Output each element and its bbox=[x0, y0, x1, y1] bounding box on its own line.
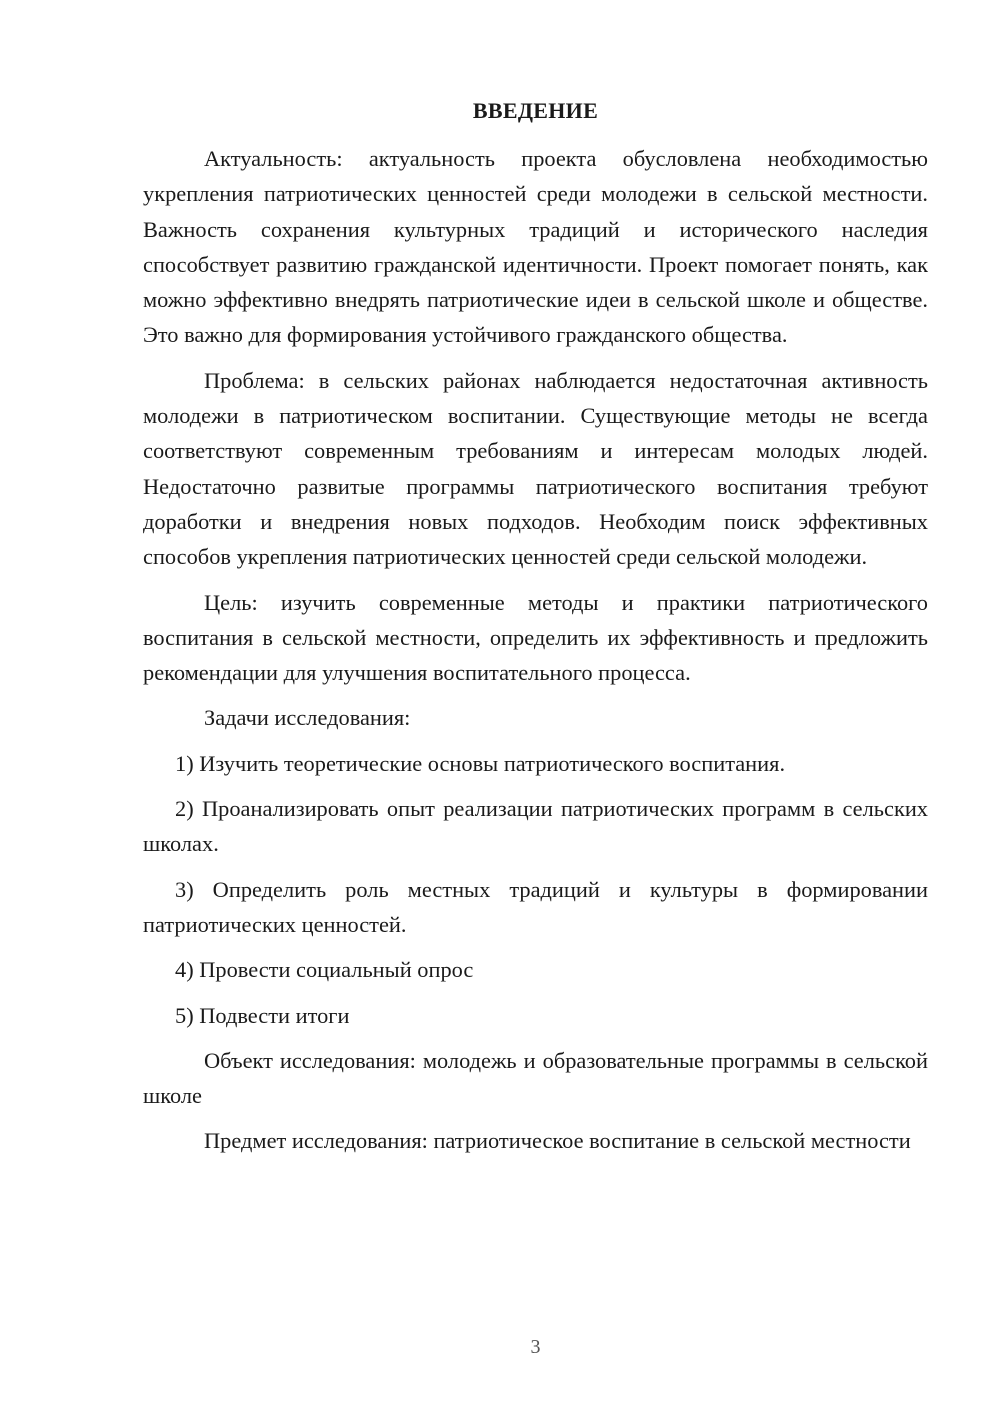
tasks-heading: Задачи исследования: bbox=[204, 705, 411, 731]
list-item: 3) Определить роль местных традиций и культуры в формировании патриотических ценностей. bbox=[143, 876, 928, 937]
list-item: 5) Подвести итоги bbox=[175, 1002, 350, 1028]
list-item: 4) Провести социальный опрос bbox=[175, 957, 474, 983]
document-body bbox=[143, 141, 928, 1159]
list-item: 1) Изучить теоретические основы патриотического воспитания. bbox=[175, 750, 786, 776]
tasks-list bbox=[143, 746, 928, 1033]
page-number: 3 bbox=[530, 1336, 541, 1358]
object-paragraph: Объект исследования: молодежь и образовательные программы в сельской школе bbox=[143, 1047, 928, 1109]
document-page bbox=[143, 0, 928, 1414]
problem-paragraph: Проблема: в сельских районах наблюдается недостаточная активность молодежи в патриотическом воспитании. Существующие методы не всегда соответствуют современным требованиям и интересам молодых людей. Недостаточно развитые программы патриотического воспитания требуют доработки и внедрения новых подходов. Необходим поиск эффективных способов укрепления патриотических ценностей среди сельской молодежи. bbox=[143, 367, 928, 570]
subject-paragraph: Предмет исследования: патриотическое воспитание в сельской местности bbox=[204, 1128, 911, 1154]
list-item: 2) Проанализировать опыт реализации патриотических программ в сельских школах. bbox=[143, 796, 928, 857]
page-title: ВВЕДЕНИЕ bbox=[472, 98, 599, 123]
goal-paragraph: Цель: изучить современные методы и практики патриотического воспитания в сельской местности, определить их эффективность и предложить рекомендации для улучшения воспитательного процесса. bbox=[143, 589, 928, 686]
relevance-paragraph: Актуальность: актуальность проекта обусловлена необходимостью укрепления патриотических ценностей среди молодежи в сельской местности. Важность сохранения культурных традиций и исторического наследия способствует развитию гражданской идентичности. Проект помогает понять, как можно эффективно внедрять патриотические идеи в сельской школе и обществе. Это важно для формирования устойчивого гражданского общества. bbox=[143, 146, 928, 348]
